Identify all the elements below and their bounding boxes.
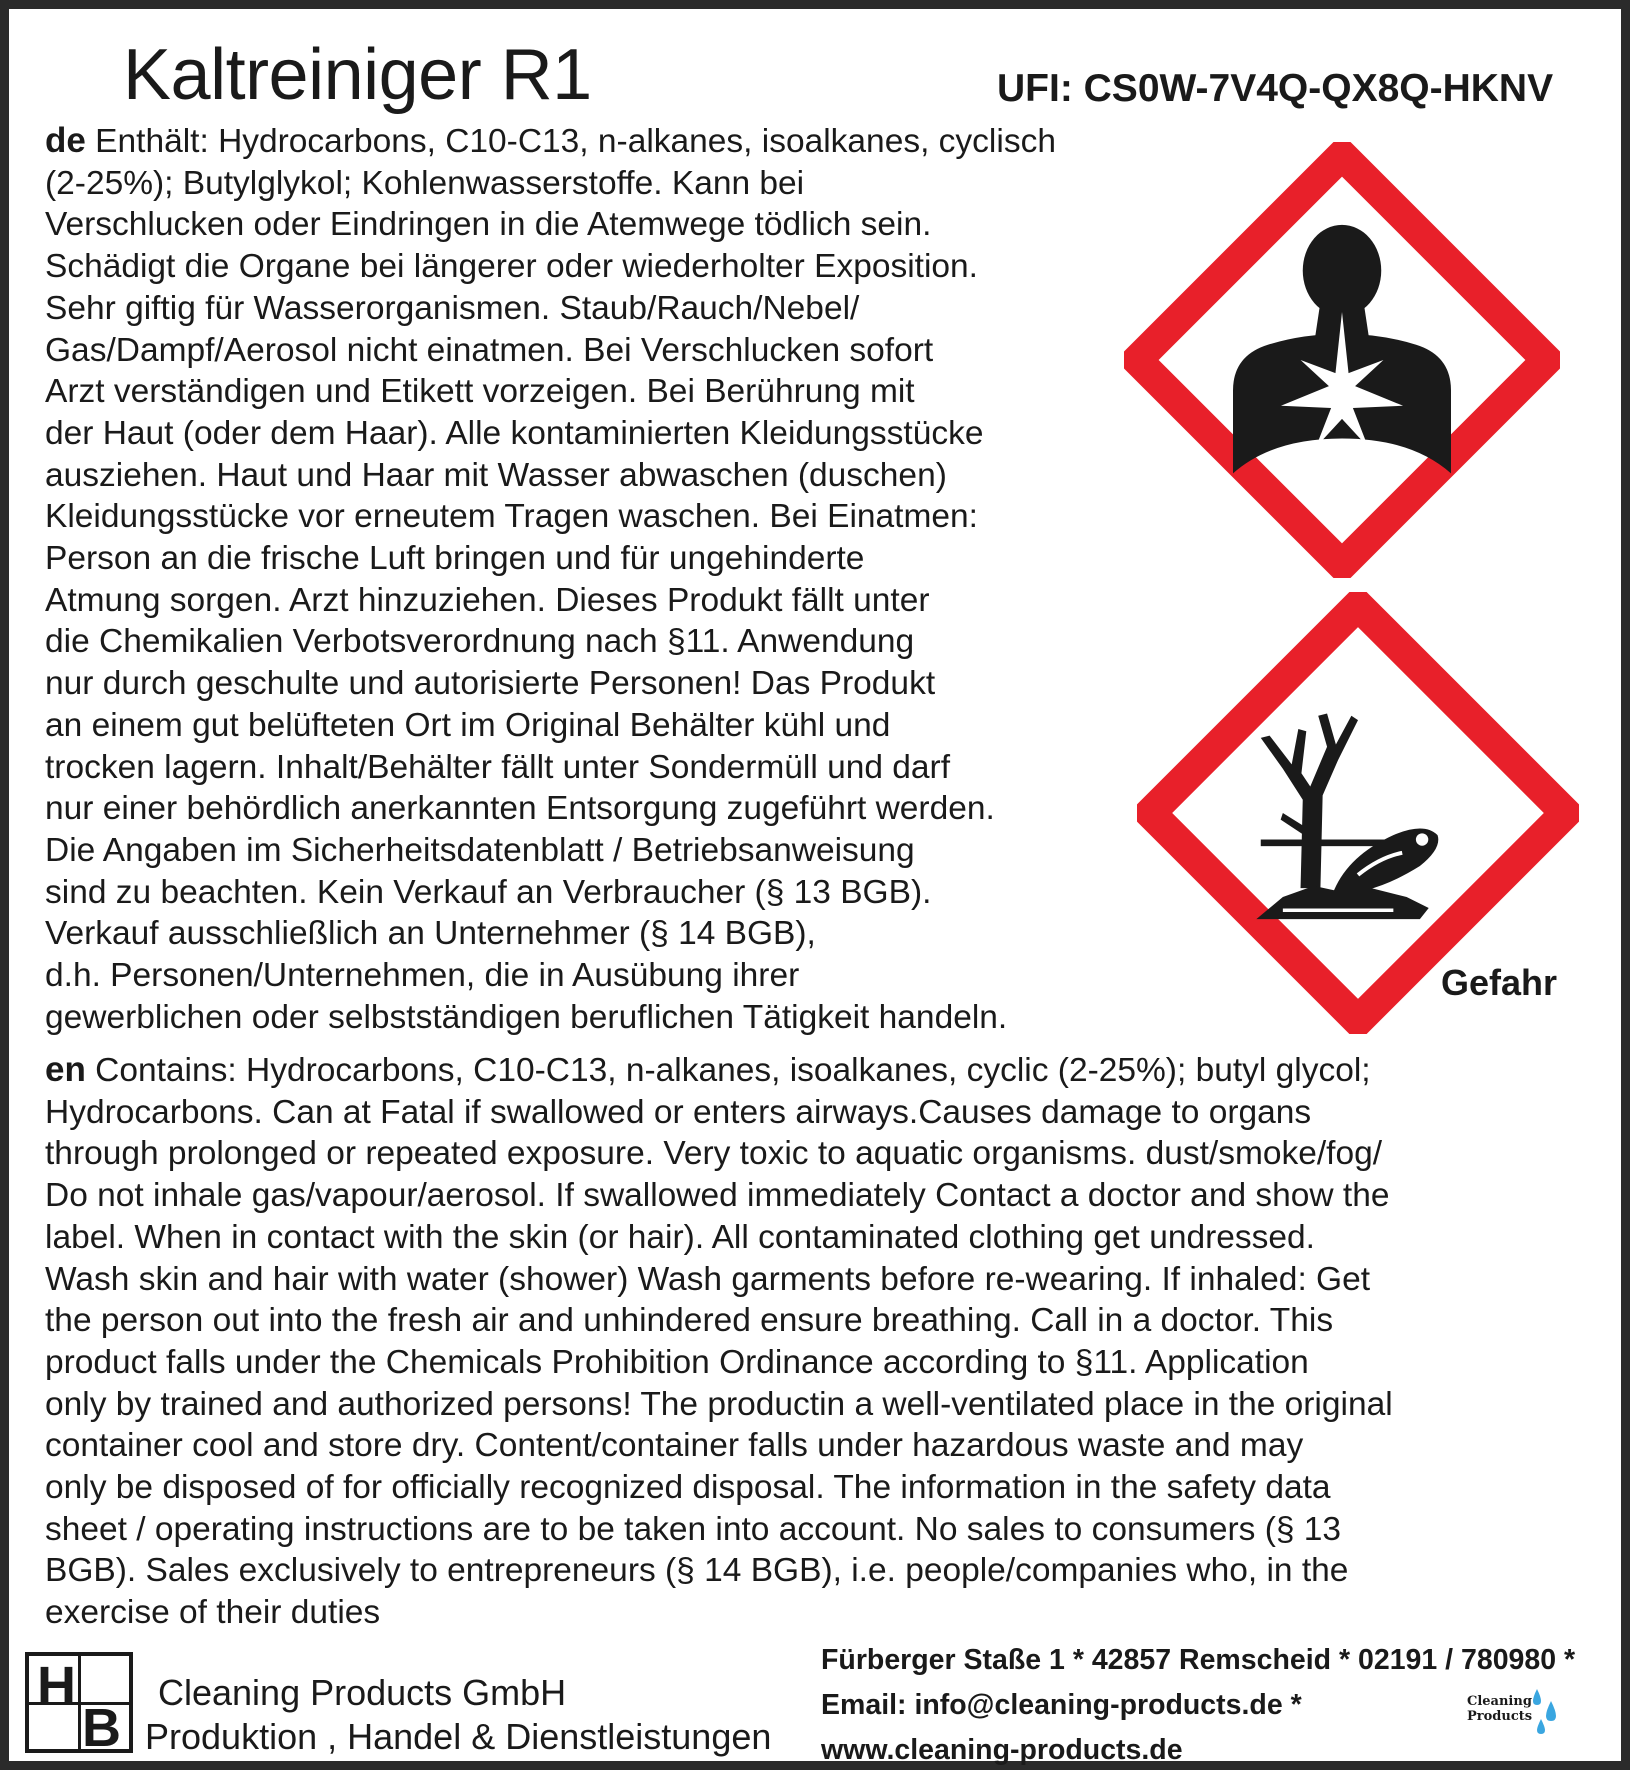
company-website: www.cleaning-products.de [821, 1734, 1183, 1766]
cleaning-products-logo [1459, 1685, 1571, 1745]
logo-text-line: Products [1467, 1709, 1533, 1724]
logo-letter-b: B [82, 1698, 121, 1758]
company-tagline: Produktion , Handel & Dienstleistungen [145, 1716, 772, 1757]
german-text-body: Enthält: Hydrocarbons, C10-C13, n-alkanes, isoalkanes, cyclisch (2-25%); Butylglykol; Kohlenwasserstoffe. Kann bei Verschlucken oder Eindringen in die Atemwege tödlich sein. Schädigt die Organe bei längerer oder wiederholter Exposition. Sehr giftig für Wasserorganismen. Staub/Rauch/Nebel/ Gas/Dampf/Aerosol nicht einatmen. Bei Verschlucken sofort Arzt verständigen und Etikett vorzeigen. Bei Berührung mit der Haut (oder dem Haar). Alle kontaminierten Kleidungsstücke ausziehen. Haut und Haar mit Wasser abwaschen (duschen) Kleidungsstücke vor erneutem Tragen waschen. Bei Einatmen: Person an die frische Luft bringen und für ungehinderte Atmung sorgen. Arzt hinzuziehen. Dieses Produkt fällt unter die Chemikalien Verbotsverordnung nach §11. Anwendung nur durch geschulte und autorisierte Personen! Das Produkt an einem gut belüfteten Ort im Original Behälter kühl und trocken lagern. Inhalt/Behälter fällt unter Sondermüll und darf nur einer behördlich anerkannten Entsorgung zugeführt werden. Die Angaben im Sicherheitsdatenblatt / Betriebsanweisung sind zu beachten. Kein Verkauf an Verbraucher (§ 13 BGB). Verkauf ausschließlich an Unternehmer (§ 14 BGB), d.h. Personen/Unternehmen, die in Ausübung ihrer gewerblichen oder selbstständigen beruflichen Tätigkeit handeln. [45, 123, 1056, 1036]
company-name: Cleaning Products GmbH [158, 1672, 567, 1713]
english-text-body: Contains: Hydrocarbons, C10-C13, n-alkanes, isoalkanes, cyclic (2-25%); butyl glycol; Hydrocarbons. Can at Fatal if swallowed or enters airways.Causes damage to organs through prolonged or repeated exposure. Very toxic to aquatic organisms. dust/smoke/fog/ Do not inhale gas/vapour/aerosol. If swallowed immediately Contact a doctor and show the label. When in contact with the skin (or hair). All contaminated clothing get undressed. Wash skin and hair with water (shower) Wash garments before re-wearing. If inhaled: Get the person out into the fresh air and unhindered ensure breathing. Call in a doctor. This product falls under the Chemicals Prohibition Ordinance according to §11. Application only by trained and authorized persons! The productin a well-ventilated place in the original container cool and store dry. Content/container falls under hazardous waste and may only be disposed of for officially recognized disposal. The information in the safety data sheet / operating instructions are to be taken into account. No sales to consumers (§ 13 BGB). Sales exclusively to entrepreneurs (§ 14 BGB), i.e. people/companies who, in the exercise of their duties [45, 1052, 1393, 1632]
company-address: Fürberger Staße 1 * 42857 Remscheid * 02191 / 780980 * [821, 1644, 1576, 1676]
logo-letter-h: H [37, 1656, 76, 1716]
company-email: Email: info@cleaning-products.de * [821, 1689, 1302, 1721]
lang-code-de: de [45, 121, 86, 160]
hb-logo [25, 1652, 133, 1758]
water-drop-icon [1459, 1685, 1571, 1745]
product-title: Kaltreiniger R1 [123, 35, 592, 115]
ufi-code: UFI: CS0W-7V4Q-QX8Q-HKNV [997, 67, 1554, 110]
logo-text-line: Cleaning [1467, 1694, 1532, 1709]
signal-word: Gefahr [1441, 962, 1558, 1003]
english-hazard-text [45, 1049, 1615, 1634]
health-hazard-icon [1124, 142, 1560, 578]
lang-code-en: en [45, 1050, 86, 1089]
german-hazard-text [45, 120, 1155, 1038]
environment-hazard-frame [1150, 605, 1565, 1020]
